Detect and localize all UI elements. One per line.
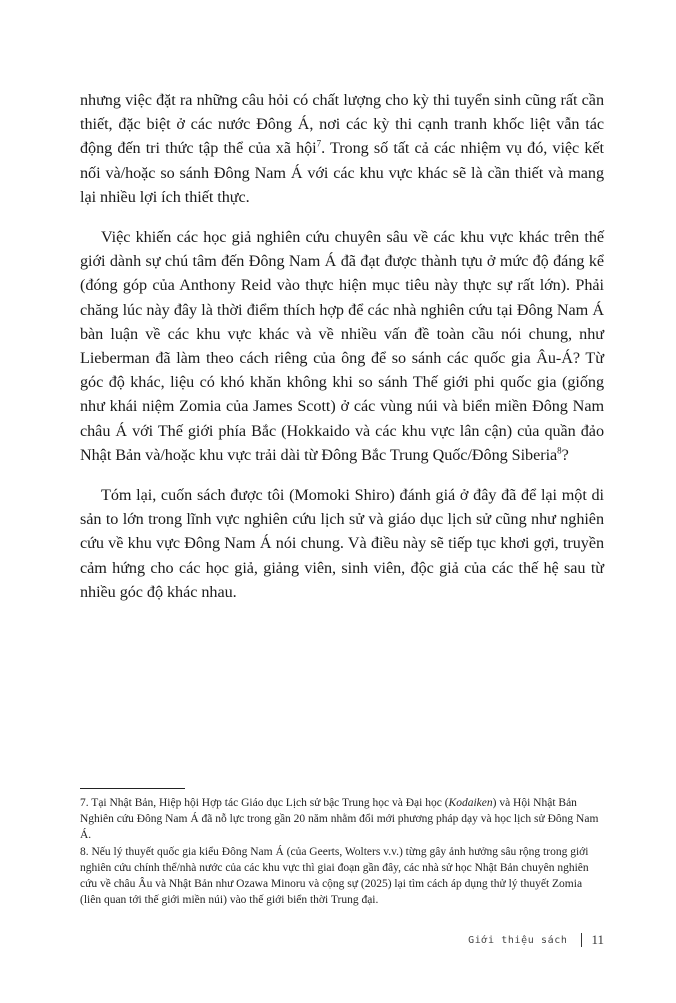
footnote-8: 8. Nếu lý thuyết quốc gia kiểu Đông Nam Á (của Geerts, Wolters v.v.) từng gây ảnh hưởng sâu rộng trong giới nghiên cứu chính thể/nhà nước của các khu vực thì giai đoạn gần đây, các nhà sử học Nhật Bản chuyên nghiên cứu về châu Âu và Nhật Bản như Ozawa Minoru và cộng sự (2025) lại tìm cách áp dụng thử lý thuyết Zomia (liên quan tới thế giới miền núi) vào thế giới biển thời Trung đại. [80,846,589,906]
running-head: Giới thiệu sách [468,934,568,946]
footnote-ref-7[interactable]: 7 [316,139,322,150]
footnote-divider [80,788,185,789]
paragraph-1 [80,88,604,209]
paragraph-2-text: Việc khiến các học giả nghiên cứu chuyên sâu về các khu vực khác trên thế giới dành sự chú tâm đến Đông Nam Á đã đạt được thành tựu ở mức độ đáng kể (đóng góp của Anthony Reid vào thực hiện mục tiêu này thực sự rất lớn). Phải chăng lúc này đây là thời điểm thích hợp để các nhà nghiên cứu tại Đông Nam Á bàn luận về các khu vực khác và về nhiều vấn đề toàn cầu nói chung, như Lieberman đã làm theo cách riêng của ông để so sánh các quốc gia Âu-Á? Từ góc độ khác, liệu có khó khăn không khi so sánh Thế giới phi quốc gia (giống như khái niệm Zomia của James Scott) ở các vùng núi và biển miền Đông Nam châu Á với Thế giới phía Bắc (Hokkaido và các khu vực lân cận) của quần đảo Nhật Bản và/hoặc khu vực trải dài từ Đông Bắc Trung Quốc/Đông Siberia [80,228,604,464]
footnotes [80,795,604,909]
footer-divider [581,933,582,947]
paragraph-2-tail: ? [561,445,569,464]
page-footer [468,932,604,948]
paragraph-1-text: nhưng việc đặt ra những câu hỏi có chất lượng cho kỳ thi tuyển sinh cũng rất cần thiết, đặc biệt ở các nước Đông Á, nơi các kỳ thi cạnh tranh khốc liệt vẫn tác động đến tri thức tập thể của xã hội [80,91,604,158]
footnote-ref-8[interactable]: 8 [557,445,562,456]
footnote-7-text-b: ) và Hội Nhật Bản Nghiên cứu Đông Nam Á đã nỗ lực trong gần 20 năm nhằm đổi mới phương pháp dạy và học lịch sử Đông Nam Á. [80,797,599,841]
paragraph-1-tail: . Trong số tất cả các nhiệm vụ đó, việc kết nối và/hoặc so sánh Đông Nam Á với các khu vực khác sẽ là cần thiết và mang lại nhiều lợi ích thiết thực. [80,139,604,206]
paragraph-3: Tóm lại, cuốn sách được tôi (Momoki Shiro) đánh giá ở đây đã để lại một di sản to lớn trong lĩnh vực nghiên cứu lịch sử và giáo dục lịch sử cũng như nghiên cứu về khu vực Đông Nam Á nói chung. Và điều này sẽ tiếp tục khơi gợi, truyền cảm hứng cho các học giả, giảng viên, sinh viên, độc giả của các thế hệ sau từ nhiều góc độ khác nhau. [80,486,604,601]
footnote-7-text-a: 7. Tại Nhật Bản, Hiệp hội Hợp tác Giáo dục Lịch sử bậc Trung học và Đại học ( [80,797,449,809]
footnote-7-italic: Kodaiken [448,797,493,809]
footnote-7 [80,795,604,843]
paragraph-2 [80,225,604,467]
page-number: 11 [591,932,604,947]
main-text [80,88,604,620]
